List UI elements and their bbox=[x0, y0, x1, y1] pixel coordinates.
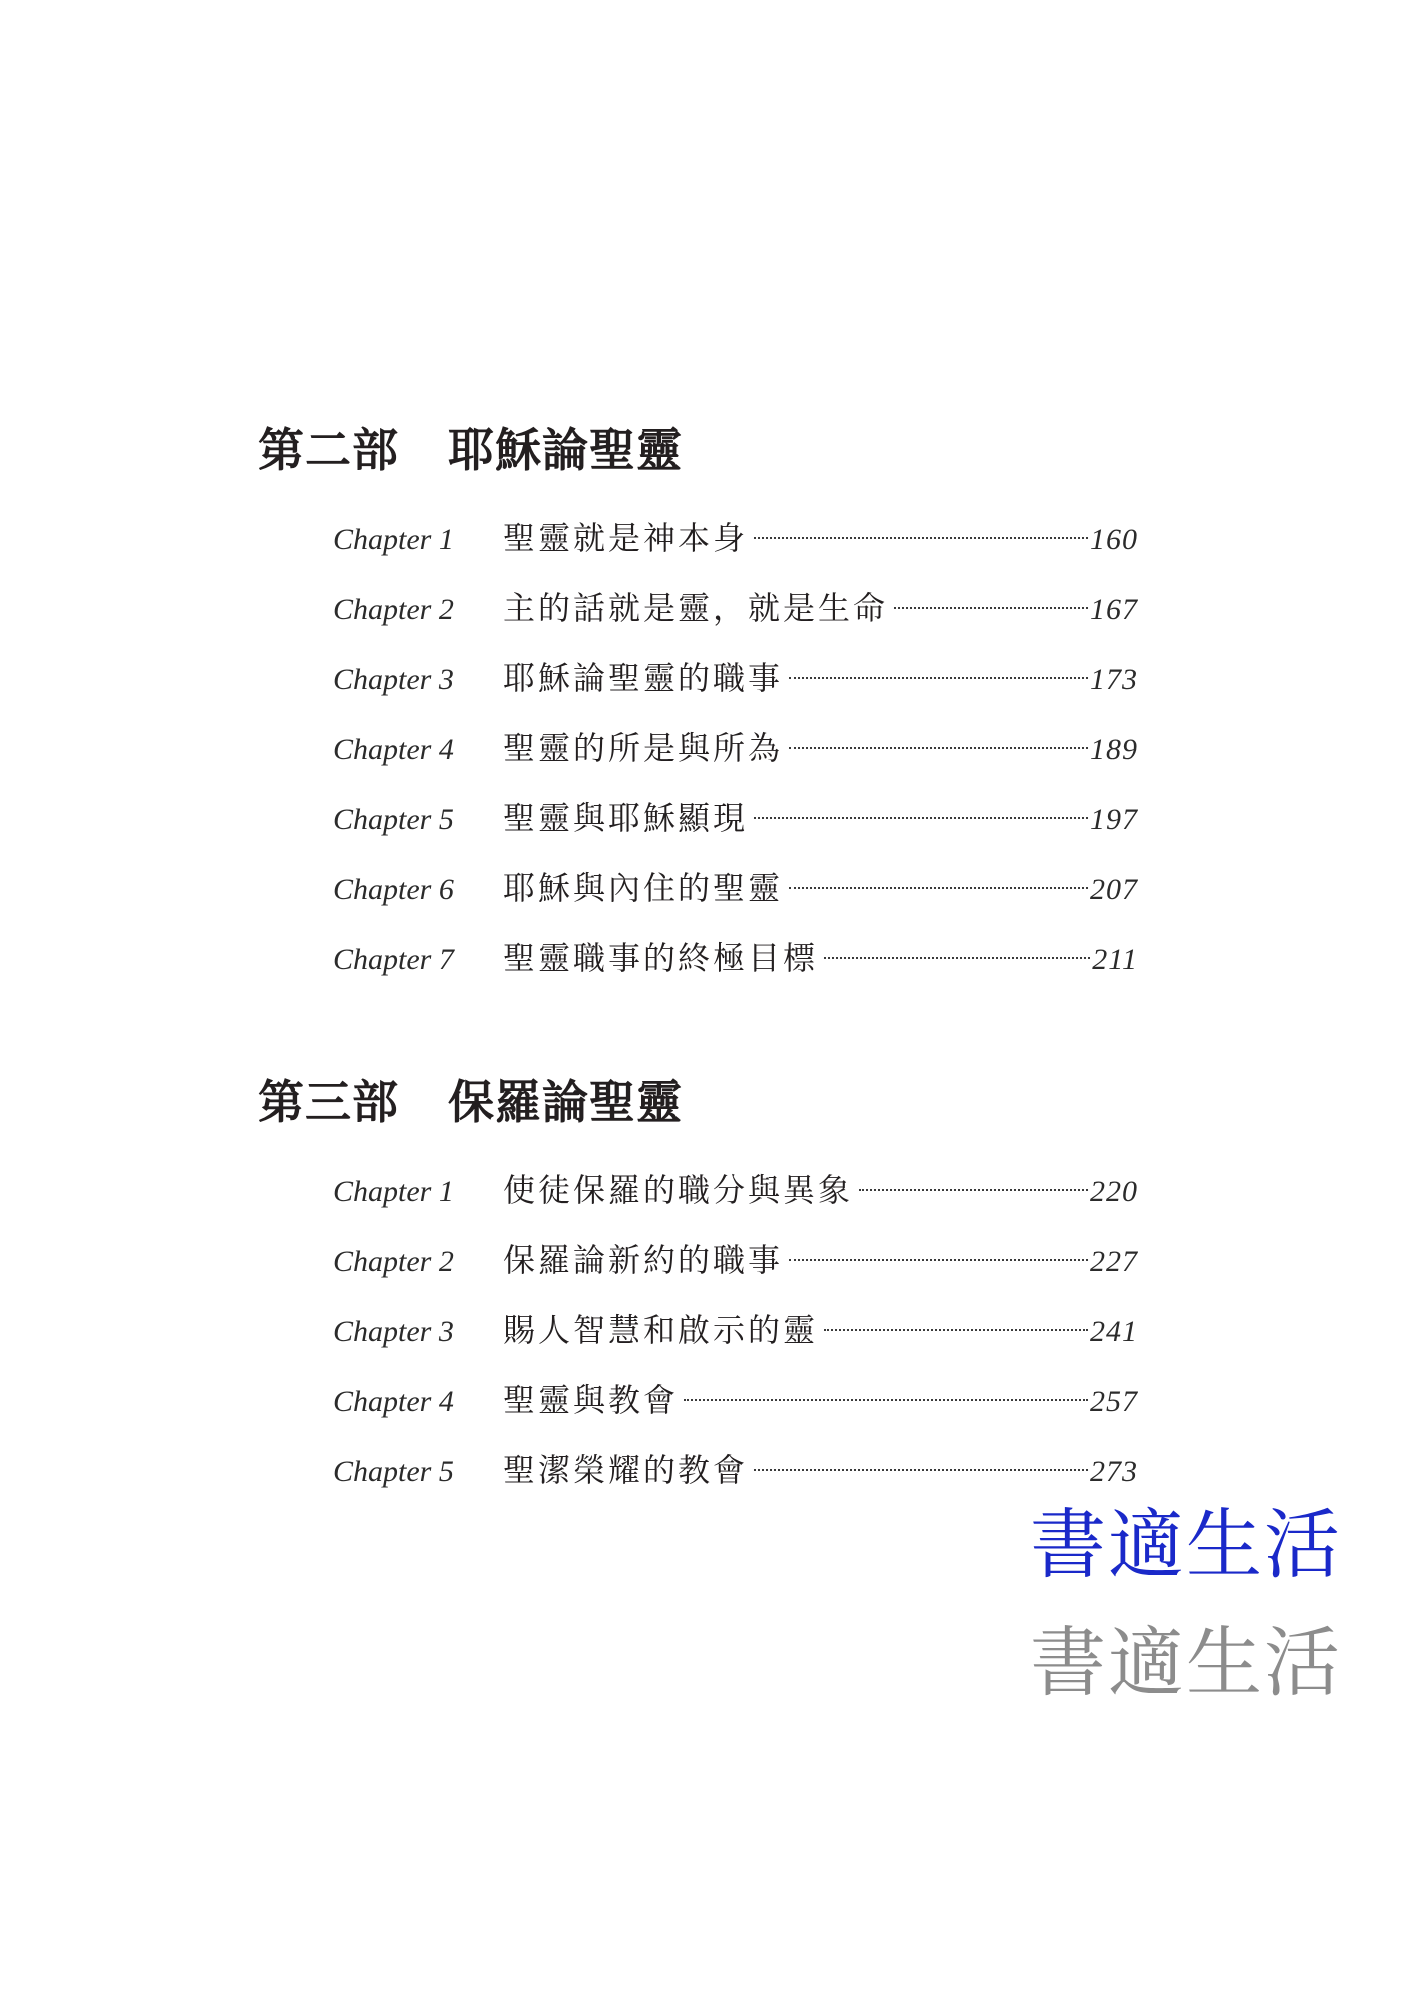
page-number: 241 bbox=[1090, 1315, 1138, 1348]
dot-leader bbox=[789, 1258, 1088, 1261]
chapter-title: 聖潔榮耀的教會 bbox=[503, 1451, 749, 1489]
dot-leader bbox=[824, 1328, 1088, 1331]
part-number: 第三部 bbox=[258, 1075, 399, 1129]
chapter-label: Chapter 1 bbox=[333, 523, 454, 556]
chapter-label: Chapter 1 bbox=[333, 1175, 454, 1208]
chapter-title: 聖靈職事的終極目標 bbox=[503, 939, 819, 977]
part-heading bbox=[258, 1072, 1138, 1132]
page-number: 227 bbox=[1090, 1245, 1138, 1278]
toc-entry[interactable] bbox=[333, 584, 1138, 654]
chapter-label: Chapter 4 bbox=[333, 1385, 454, 1418]
part-title: 耶穌論聖靈 bbox=[448, 423, 683, 477]
page-number: 160 bbox=[1090, 523, 1138, 556]
chapter-label: Chapter 2 bbox=[333, 1245, 454, 1278]
chapter-label: Chapter 5 bbox=[333, 803, 454, 836]
page-number: 189 bbox=[1090, 733, 1138, 766]
chapter-title: 耶穌與內住的聖靈 bbox=[503, 869, 784, 907]
toc-entry[interactable] bbox=[333, 724, 1138, 794]
dot-leader bbox=[789, 676, 1088, 679]
page-number: 167 bbox=[1090, 593, 1138, 626]
toc-entry[interactable] bbox=[333, 514, 1138, 584]
chapter-label: Chapter 7 bbox=[333, 943, 454, 976]
page-number: 207 bbox=[1090, 873, 1138, 906]
chapter-label: Chapter 3 bbox=[333, 1315, 454, 1348]
dot-leader bbox=[824, 956, 1090, 959]
dot-leader bbox=[789, 746, 1088, 749]
page-number: 211 bbox=[1092, 943, 1138, 976]
dot-leader bbox=[859, 1188, 1088, 1191]
toc-part-2 bbox=[258, 420, 1138, 1004]
toc-entry[interactable] bbox=[333, 1166, 1138, 1236]
chapter-label: Chapter 5 bbox=[333, 1455, 454, 1488]
chapter-title: 主的話就是靈，就是生命 bbox=[503, 589, 889, 627]
watermark-secondary: 書適生活 bbox=[1030, 1618, 1342, 1707]
chapter-title: 聖靈的所是與所為 bbox=[503, 729, 784, 767]
part-title: 保羅論聖靈 bbox=[448, 1075, 683, 1129]
chapter-title: 聖靈與教會 bbox=[503, 1381, 679, 1419]
part-heading bbox=[258, 420, 1138, 480]
toc-part-3 bbox=[258, 1072, 1138, 1516]
watermark-primary: 書適生活 bbox=[1030, 1500, 1342, 1589]
toc-entry[interactable] bbox=[333, 1446, 1138, 1516]
dot-leader bbox=[894, 606, 1088, 609]
page-number: 273 bbox=[1090, 1455, 1138, 1488]
toc-entry[interactable] bbox=[333, 864, 1138, 934]
toc-entry[interactable] bbox=[333, 1306, 1138, 1376]
chapter-list bbox=[258, 514, 1138, 1004]
chapter-label: Chapter 3 bbox=[333, 663, 454, 696]
chapter-title: 保羅論新約的職事 bbox=[503, 1241, 784, 1279]
chapter-title: 使徒保羅的職分與異象 bbox=[503, 1171, 854, 1209]
chapter-label: Chapter 4 bbox=[333, 733, 454, 766]
chapter-list bbox=[258, 1166, 1138, 1516]
page-number: 173 bbox=[1090, 663, 1138, 696]
dot-leader bbox=[754, 816, 1088, 819]
toc-entry[interactable] bbox=[333, 1236, 1138, 1306]
dot-leader bbox=[754, 1468, 1088, 1471]
toc-entry[interactable] bbox=[333, 654, 1138, 724]
chapter-title: 賜人智慧和啟示的靈 bbox=[503, 1311, 819, 1349]
dot-leader bbox=[754, 536, 1088, 539]
toc-entry[interactable] bbox=[333, 794, 1138, 864]
chapter-title: 耶穌論聖靈的職事 bbox=[503, 659, 784, 697]
page-number: 257 bbox=[1090, 1385, 1138, 1418]
chapter-title: 聖靈與耶穌顯現 bbox=[503, 799, 749, 837]
page-number: 220 bbox=[1090, 1175, 1138, 1208]
part-number: 第二部 bbox=[258, 423, 399, 477]
chapter-title: 聖靈就是神本身 bbox=[503, 519, 749, 557]
toc-entry[interactable] bbox=[333, 934, 1138, 1004]
page-number: 197 bbox=[1090, 803, 1138, 836]
dot-leader bbox=[789, 886, 1088, 889]
dot-leader bbox=[684, 1398, 1088, 1401]
chapter-label: Chapter 2 bbox=[333, 593, 454, 626]
toc-entry[interactable] bbox=[333, 1376, 1138, 1446]
chapter-label: Chapter 6 bbox=[333, 873, 454, 906]
